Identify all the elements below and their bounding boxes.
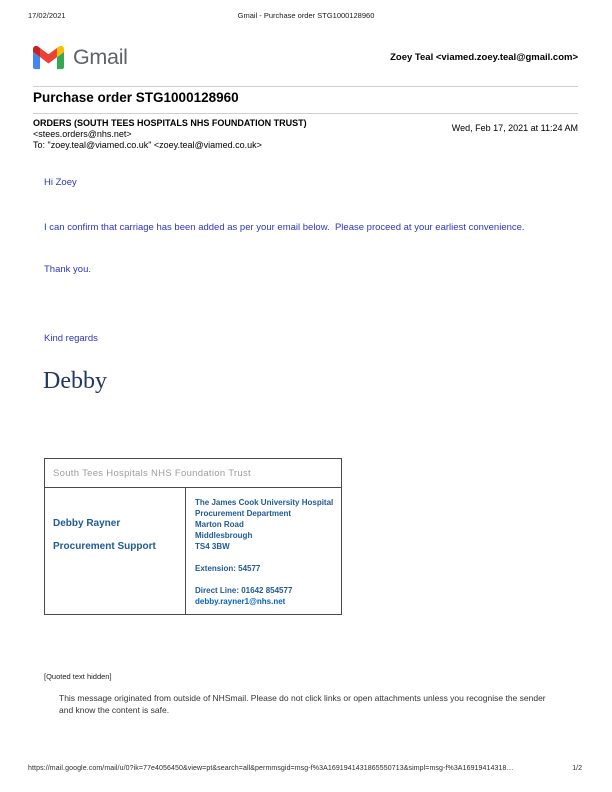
contact-email-link[interactable]: debby.rayner1@nhs.net [195,597,286,606]
signature-address-cell [186,488,341,615]
spacer [195,574,341,585]
email-subject: Purchase order STG1000128960 [33,90,239,105]
greeting-text: Hi Zoey [44,177,77,188]
signature-table-body [45,488,341,615]
body-paragraph: I can confirm that carriage has been added as per your email below. Please proceed at your earliest convenience. [44,222,525,233]
address-line: Procurement Department [195,509,292,518]
direct-line: Direct Line: 01642 854577 [195,586,293,595]
extension-line: Extension: 54577 [195,564,261,573]
contact-role: Procurement Support [53,541,156,552]
signature-contact-cell [45,488,186,615]
divider-above-subject [33,86,578,87]
print-footer-url: https://mail.google.com/mail/u/0?ik=77e4056450&view=pt&search=all&permmsgid=msg-f%3A1691941431865550713&simpl=msg-f%3A16919414318… [28,765,514,772]
address-line: Marton Road [195,520,244,529]
print-page-number: 1/2 [572,765,582,772]
print-document-title: Gmail - Purchase order STG1000128960 [237,11,375,20]
gmail-header [33,45,128,70]
gmail-wordmark: Gmail [73,45,128,69]
spacer [195,552,341,563]
signature-name: Debby [43,368,107,394]
address-line: The James Cook University Hospital [195,498,334,507]
contact-name: Debby Rayner [53,518,121,529]
external-sender-disclaimer: This message originated from outside of NHSmail. Please do not click links or open attachments unless you recognise the sender and know the content is safe. [59,693,546,715]
signature-table [44,458,342,615]
gmail-logo-icon [33,46,64,70]
quoted-text-hidden-notice: [Quoted text hidden] [44,672,112,681]
signature-table-header: South Tees Hospitals NHS Foundation Trust [45,459,341,488]
address-line: TS4 3BW [195,542,230,551]
thanks-text: Thank you. [44,264,91,275]
message-date: Wed, Feb 17, 2021 at 11:24 AM [451,123,578,133]
to-line: To: "zoey.teal@viamed.co.uk" <zoey.teal@viamed.co.uk> [33,140,262,150]
address-line: Middlesbrough [195,531,253,540]
sender-address: <stees.orders@nhs.net> [33,129,132,139]
divider-below-subject [33,113,578,114]
print-date: 17/02/2021 [28,11,66,20]
account-owner: Zoey Teal <viamed.zoey.teal@gmail.com> [390,52,578,63]
sender-block [33,118,307,151]
closing-text: Kind regards [44,333,98,344]
sender-name: ORDERS (SOUTH TEES HOSPITALS NHS FOUNDATION TRUST) [33,118,307,128]
